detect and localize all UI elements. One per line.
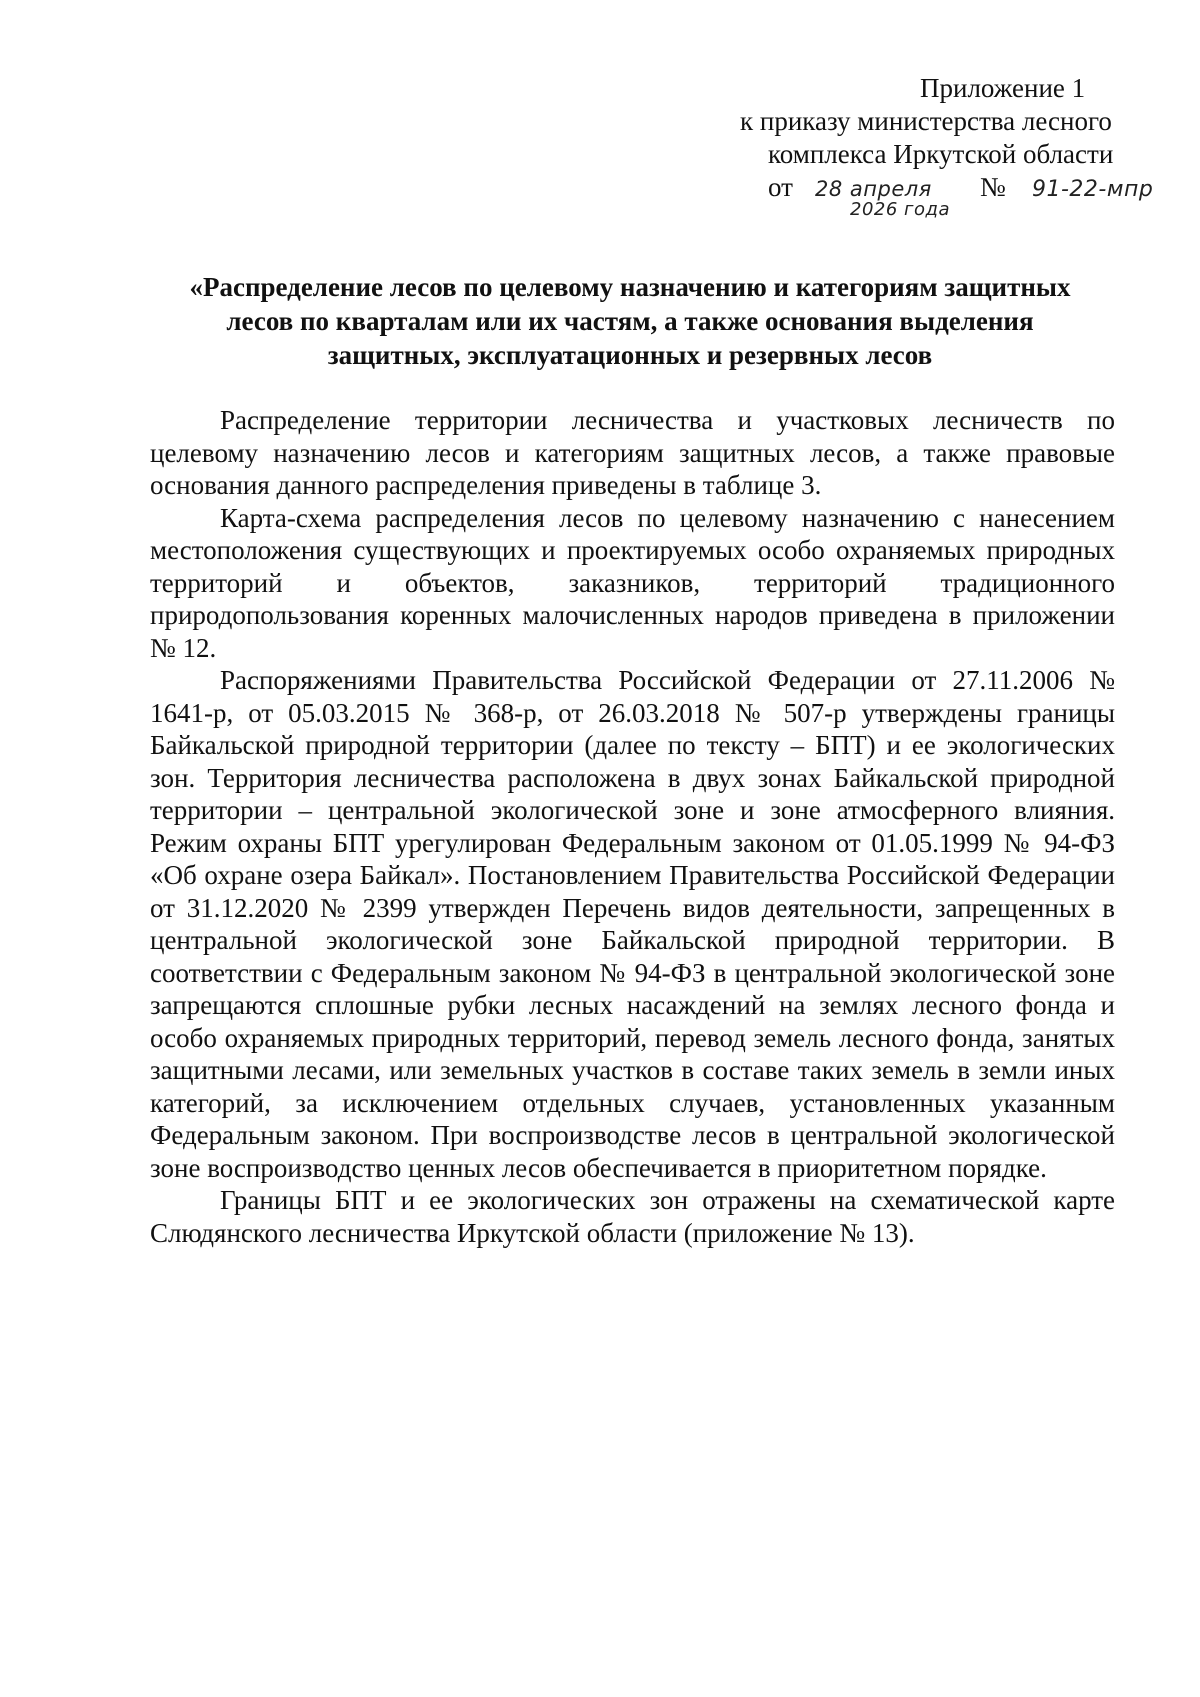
handwritten-date: 28 апреля xyxy=(815,177,932,201)
paragraph-3: Распоряжениями Правительства Российской Федерации от 27.11.2006 № 1641-р, от 05.03.2015 № 368-р, от 26.03.2018 № 507-р утверждены границы Байкальской природной территории (далее по тексту – БПТ) и ее экологических зон. Территория лесничества расположена в двух зонах Байкальской природной территории – центральной экологической зоне и зоне атмосферного влияния. Режим охраны БПТ урегулирован Федеральным законом от 01.05.1999 № 94-ФЗ «Об охране озера Байкал». Постановлением Правительства Российской Федерации от 31.12.2020 № 2399 утвержден Перечень видов деятельности, запрещенных в центральной экологической зоне Байкальской природной территории. В соответствии с Федеральным законом № 94-ФЗ в центральной экологической зоне запрещаются сплошные рубки лесных насаждений на землях лесного фонда и особо охраняемых природных территорий, перевод земель лесного фонда, занятых защитными лесами, или земельных участков в составе таких земель в земли иных категорий, за исключением отдельных случаев, установленных указанным Федеральным законом. При воспроизводстве лесов в центральной экологической зоне воспроизводство ценных лесов обеспечивается в приоритетном порядке. xyxy=(150,665,1115,1183)
title-line-1: «Распределение лесов по целевому назначению и категориям защитных xyxy=(189,272,1071,302)
appendix-date-number-line xyxy=(740,171,1160,219)
document-body xyxy=(150,404,1115,1249)
appendix-number: Приложение 1 xyxy=(920,73,1086,103)
title-line-3: защитных, эксплуатационных и резервных лесов xyxy=(327,340,933,370)
number-prefix: № xyxy=(980,172,1006,202)
paragraph-1: Распределение территории лесничества и участковых лесничеств по целевому назначению лесов и категориям защитных лесов, а также правовые основания данного распределения приведены в таблице 3. xyxy=(150,405,1115,500)
appendix-header xyxy=(740,72,1160,219)
document-title xyxy=(150,270,1110,372)
handwritten-order-number: 91-22-мпр xyxy=(1032,177,1154,202)
appendix-ministry: комплекса Иркутской области xyxy=(768,139,1114,169)
title-line-2: лесов по кварталам или их частям, а также основания выделения xyxy=(226,306,1034,336)
appendix-order-ref: к приказу министерства лесного xyxy=(740,106,1112,136)
paragraph-4: Границы БПТ и ее экологических зон отражены на схематической карте Слюдянского лесничества Иркутской области (приложение № 13). xyxy=(150,1185,1115,1248)
paragraph-2: Карта-схема распределения лесов по целевому назначению с нанесением местоположения существующих и проектируемых особо охраняемых природных территорий и объектов, заказников, территорий традиционного природопользования коренных малочисленных народов приведена в приложении № 12. xyxy=(150,502,1115,663)
date-prefix: от xyxy=(768,172,793,202)
handwritten-year: 2026 года xyxy=(850,199,950,220)
